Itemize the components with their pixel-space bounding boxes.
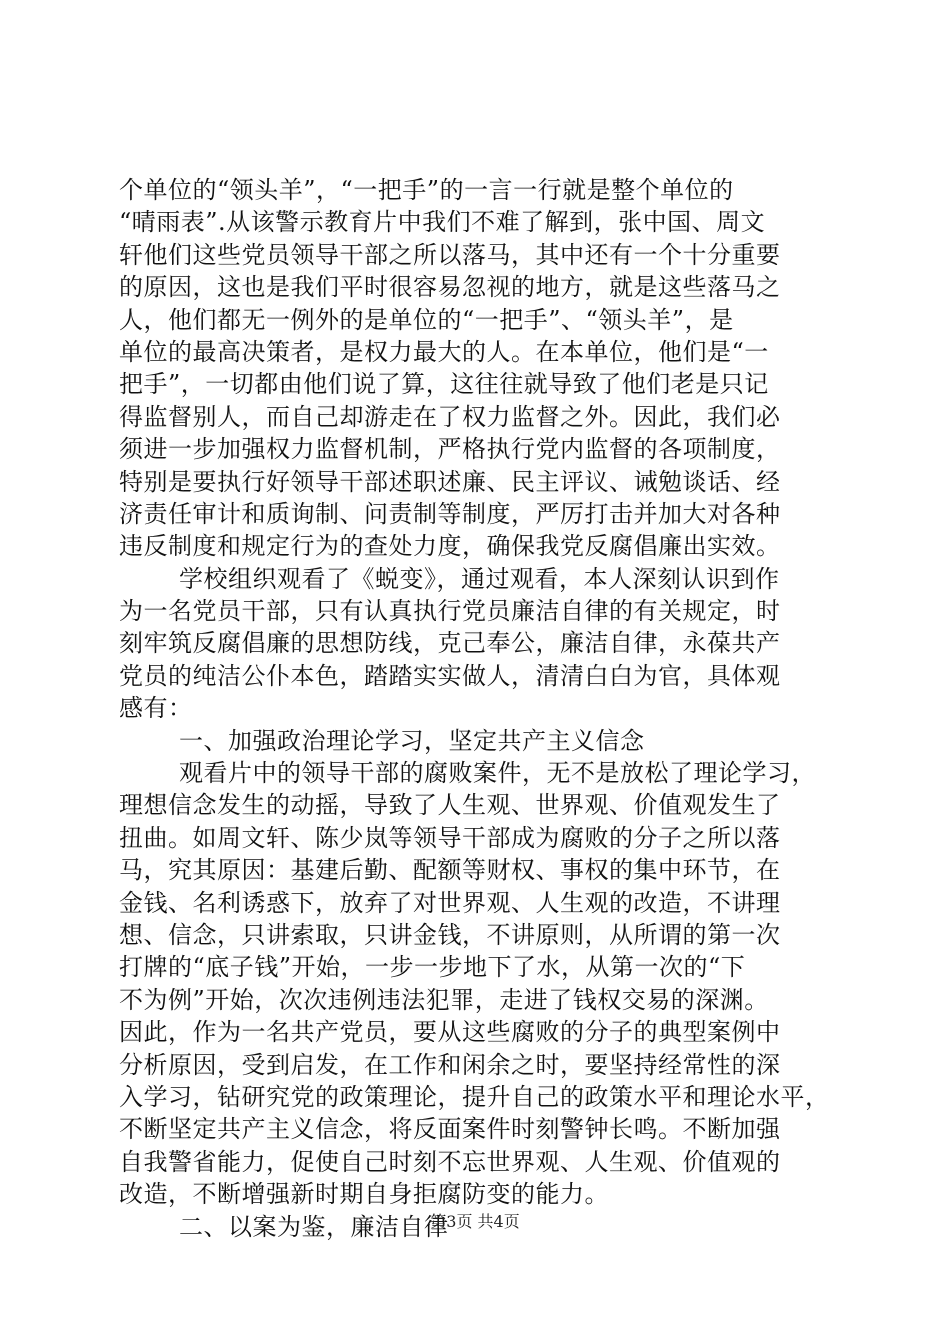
text-line: 特别是要执行好领导干部述职述廉、民主评议、诫勉谈话、经 bbox=[119, 467, 781, 496]
text-line: 违反制度和规定行为的查处力度，确保我党反腐倡廉出实效。 bbox=[119, 532, 781, 561]
text-line: 入学习，钻研究党的政策理论，提升自己的政策水平和理论水平， bbox=[119, 1082, 830, 1111]
text-line: 打牌的“底子钱”开始，一步一步地下了水，从第一次的“下 bbox=[119, 953, 746, 982]
text-line: 不为例”开始，次次违例违法犯罪，走进了钱权交易的深渊。 bbox=[119, 985, 769, 1014]
page-footer: 第3页 共4页 bbox=[430, 1212, 520, 1231]
document-body bbox=[119, 174, 839, 1243]
text-line: 学校组织观看了《蜕变》，通过观看，本人深刻认识到作 bbox=[179, 564, 780, 593]
text-line: 轩他们这些党员领导干部之所以落马，其中还有一个十分重要 bbox=[119, 240, 781, 269]
text-line: 须进一步加强权力监督机制，严格执行党内监督的各项制度， bbox=[119, 435, 781, 464]
text-line: “晴雨表”.从该警示教育片中我们不难了解到，张中国、周文 bbox=[119, 208, 766, 237]
text-line: 把手”，一切都由他们说了算，这往往就导致了他们老是只记 bbox=[119, 370, 769, 399]
text-line: 济责任审计和质询制、问责制等制度，严厉打击并加大对各种 bbox=[119, 499, 781, 528]
text-line: 单位的最高决策者，是权力最大的人。在本单位，他们是“一 bbox=[119, 337, 769, 366]
text-line: 扭曲。如周文轩、陈少岚等领导干部成为腐败的分子之所以落 bbox=[119, 823, 781, 852]
text-line: 得监督别人，而自己却游走在了权力监督之外。因此，我们必 bbox=[119, 402, 781, 431]
text-line: 党员的纯洁公仆本色，踏踏实实做人，清清白白为官，具体观 bbox=[119, 661, 781, 690]
text-line: 想、信念，只讲索取，只讲金钱，不讲原则，从所谓的第一次 bbox=[119, 920, 781, 949]
text-line: 理想信念发生的动摇，导致了人生观、世界观、价值观发生了 bbox=[119, 791, 781, 820]
text-line: 因此，作为一名共产党员，要从这些腐败的分子的典型案例中 bbox=[119, 1018, 781, 1047]
text-line: 感有： bbox=[119, 694, 193, 723]
text-line: 一、加强政治理论学习，坚定共产主义信念 bbox=[179, 726, 645, 755]
text-line: 分析原因，受到启发，在工作和闲余之时，要坚持经常性的深 bbox=[119, 1050, 781, 1079]
text-line: 的原因，这也是我们平时很容易忽视的地方，就是这些落马之 bbox=[119, 273, 781, 302]
text-line: 观看片中的领导干部的腐败案件，无不是放松了理论学习， bbox=[179, 759, 816, 788]
text-line: 二、以案为鉴，廉洁自律 bbox=[179, 1212, 449, 1241]
text-line: 不断坚定共产主义信念，将反面案件时刻警钟长鸣。不断加强 bbox=[119, 1115, 781, 1144]
text-line: 马，究其原因：基建后勤、配额等财权、事权的集中环节，在 bbox=[119, 856, 781, 885]
text-line: 改造，不断增强新时期自身拒腐防变的能力。 bbox=[119, 1180, 609, 1209]
text-line: 个单位的“领头羊”，“一把手”的一言一行就是整个单位的 bbox=[119, 176, 734, 204]
text-line: 刻牢筑反腐倡廉的思想防线，克己奉公，廉洁自律，永葆共产 bbox=[119, 629, 781, 658]
text-line: 为一名党员干部，只有认真执行党员廉洁自律的有关规定，时 bbox=[119, 597, 781, 626]
text-line: 自我警省能力，促使自己时刻不忘世界观、人生观、价值观的 bbox=[119, 1147, 781, 1176]
text-line: 人，他们都无一例外的是单位的“一把手”、“领头羊”，是 bbox=[119, 305, 734, 334]
text-line: 金钱、名利诱惑下，放弃了对世界观、人生观的改造，不讲理 bbox=[119, 888, 781, 917]
